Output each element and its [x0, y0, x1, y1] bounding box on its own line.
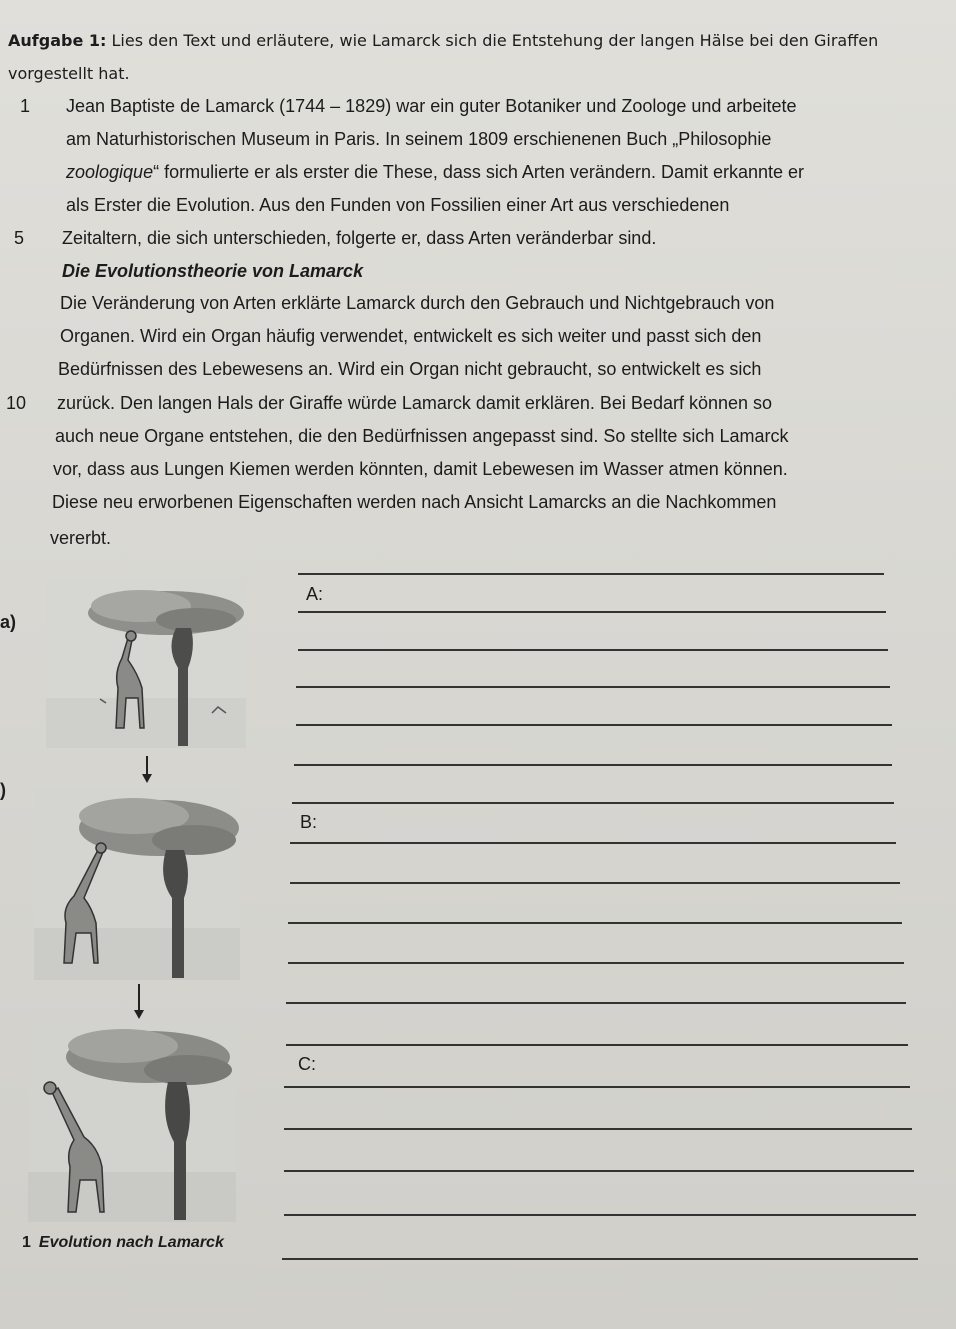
- line-number-1: 1: [20, 96, 31, 116]
- arrow-down-icon: [132, 984, 146, 1020]
- answer-label-a: A:: [306, 584, 324, 604]
- figure-label-b: ): [0, 780, 6, 800]
- text-line-3: [66, 162, 804, 183]
- answer-label-c: C:: [298, 1054, 316, 1074]
- text-line-12: Diese neu erworbenen Eigenschaften werden nach Ansicht Lamarcks an die Nachkommen: [52, 492, 777, 512]
- text-line-3-rest: “ formulierte er als erster die These, dass sich Arten verändern. Damit erkannte er: [153, 162, 805, 182]
- task-heading: Aufgabe 1:: [8, 31, 107, 50]
- text-line-10: auch neue Organe entstehen, die den Bedürfnissen angepasst sind. So stellte sich Lamarck: [55, 426, 789, 446]
- answer-line[interactable]: [298, 573, 884, 575]
- text-line-8: Bedürfnissen des Lebewesens an. Wird ein Organ nicht gebraucht, so entwickelt es sich: [58, 359, 762, 379]
- text-line-6: Die Veränderung von Arten erklärte Lamarck durch den Gebrauch und Nichtgebrauch von: [60, 293, 775, 313]
- answer-line[interactable]: [296, 686, 890, 688]
- caption-text: Evolution nach Lamarck: [38, 1234, 224, 1251]
- giraffe-illustration-b: [34, 788, 240, 980]
- answer-line[interactable]: [288, 922, 902, 924]
- task-text-cont: vorgestellt hat.: [8, 64, 130, 83]
- answer-line[interactable]: [298, 611, 886, 613]
- text-line-13: vererbt.: [50, 528, 112, 548]
- answer-line[interactable]: [292, 802, 894, 804]
- answer-line[interactable]: [290, 882, 900, 884]
- line-number-5: 5: [14, 228, 25, 248]
- text-line-7: Organen. Wird ein Organ häufig verwendet, entwickelt es sich weiter und passt sich den: [60, 326, 762, 346]
- text-line-11: vor, dass aus Lungen Kiemen werden könnten, damit Lebewesen im Wasser atmen können.: [53, 459, 788, 479]
- arrow-down-icon: [140, 756, 154, 784]
- figure-caption: [22, 1234, 224, 1252]
- text-line-4: als Erster die Evolution. Aus den Funden von Fossilien einer Art aus verschiedenen: [66, 195, 730, 215]
- answer-line[interactable]: [284, 1086, 910, 1088]
- figure-label-a: a): [0, 612, 17, 632]
- giraffe-illustration-c: [28, 1022, 236, 1222]
- text-line-2: am Naturhistorischen Museum in Paris. In seinem 1809 erschienenen Buch „Philosophie: [66, 129, 772, 149]
- answer-line[interactable]: [284, 1128, 912, 1130]
- giraffe-illustration-a: [46, 578, 246, 748]
- answer-line[interactable]: [282, 1258, 918, 1260]
- answer-line[interactable]: [284, 1170, 914, 1172]
- answer-line[interactable]: [284, 1214, 916, 1216]
- answer-line[interactable]: [288, 962, 904, 964]
- caption-number: 1: [22, 1234, 31, 1251]
- answer-line[interactable]: [296, 724, 892, 726]
- text-line-1: Jean Baptiste de Lamarck (1744 – 1829) war ein guter Botaniker und Zoologe und arbeitete: [66, 96, 797, 116]
- book-title-italic: zoologique: [66, 162, 154, 182]
- answer-line[interactable]: [290, 842, 896, 844]
- answer-label-b: B:: [300, 812, 318, 832]
- text-line-5: Zeitaltern, die sich unterschieden, folgerte er, dass Arten veränderbar sind.: [62, 228, 657, 248]
- answer-line[interactable]: [294, 764, 892, 766]
- text-line-9: zurück. Den langen Hals der Giraffe würde Lamarck damit erklären. Bei Bedarf können so: [57, 393, 773, 413]
- line-number-10: 10: [6, 393, 27, 413]
- subheading: Die Evolutionstheorie von Lamarck: [62, 261, 364, 281]
- answer-line[interactable]: [286, 1002, 906, 1004]
- answer-line[interactable]: [298, 649, 888, 651]
- answer-line[interactable]: [286, 1044, 908, 1046]
- task-text: Lies den Text und erläutere, wie Lamarck sich die Entstehung der langen Hälse bei den Giraffen: [111, 31, 879, 50]
- task-instruction: [8, 24, 908, 90]
